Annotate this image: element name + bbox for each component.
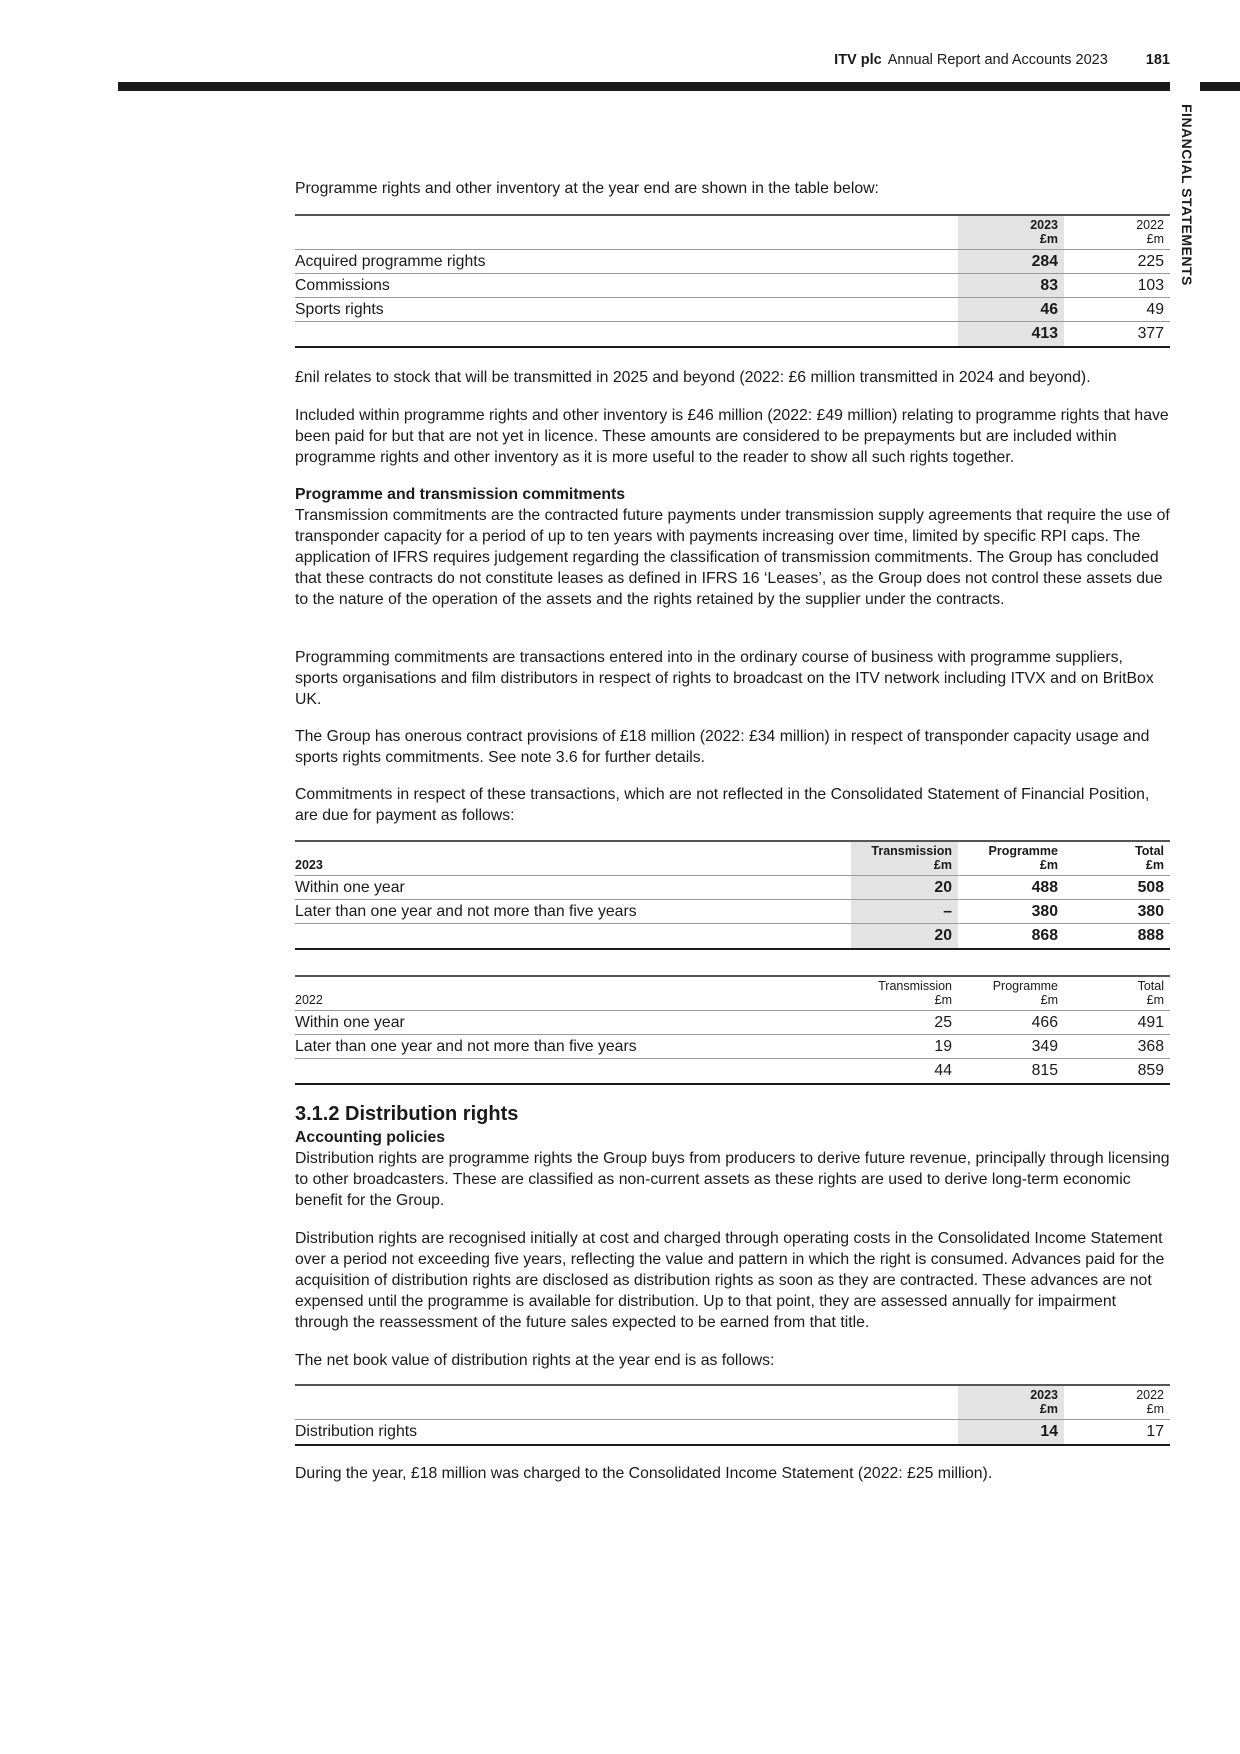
year-label: 2023 — [295, 841, 851, 876]
page-header — [118, 52, 1170, 74]
table-total-row: 44 815 859 — [295, 1059, 1170, 1085]
accounting-policies-heading: Accounting policies — [295, 1129, 446, 1146]
commitments-2023-table — [295, 840, 1170, 950]
section-side-label: FINANCIAL STATEMENTS — [1179, 104, 1195, 286]
table-row: Later than one year and not more than five years – 380 380 — [295, 900, 1170, 924]
page-number: 181 — [1145, 52, 1170, 68]
programming-paragraph: Programming commitments are transactions entered into in the ordinary course of business with programme suppliers, sports organisations and film distributors in respect of rights to broadcast on the ITV network including ITVX and on BritBox UK. — [295, 649, 1154, 708]
col-programme: Programme £m — [958, 976, 1064, 1011]
table-total-row: 20 868 888 — [295, 924, 1170, 950]
commitments-2022-table — [295, 975, 1170, 1085]
nbv-intro: The net book value of distribution rights at the year end is as follows: — [295, 1352, 775, 1369]
commitments-heading: Programme and transmission commitments — [295, 486, 626, 503]
inventory-intro: Programme rights and other inventory at the year end are shown in the table below: — [295, 180, 879, 197]
closing-paragraph: During the year, £18 million was charged to the Consolidated Income Statement (2022: £25 million). — [295, 1465, 993, 1482]
col-2023: 2023 £m — [958, 1385, 1064, 1420]
table-row: Within one year 20 488 508 — [295, 876, 1170, 900]
onerous-paragraph: The Group has onerous contract provisions of £18 million (2022: £34 million) in respect of transponder capacity usage and sports rights commitments. See note 3.6 for further details. — [295, 728, 1150, 766]
distribution-paragraph-1: Distribution rights are programme rights the Group buys from producers to derive future revenue, principally through licensing to other broadcasters. These are classified as non-current assets as these rights are used to derive long-term economic benefit for the Group. — [295, 1150, 1170, 1209]
table-row: Acquired programme rights 284 225 — [295, 250, 1170, 274]
distribution-rights-title: 3.1.2 Distribution rights — [295, 1103, 519, 1125]
col-transmission: Transmission £m — [851, 841, 958, 876]
col-2022: 2022 £m — [1064, 1385, 1170, 1420]
table-header-row — [295, 841, 1170, 876]
commitments-intro: Commitments in respect of these transactions, which are not reflected in the Consolidated Statement of Financial Position, are due for payment as follows: — [295, 786, 1150, 824]
brand-name: ITV plc — [834, 52, 882, 68]
nil-paragraph: £nil relates to stock that will be transmitted in 2025 and beyond (2022: £6 million transmitted in 2024 and beyond). — [295, 369, 1091, 386]
transmission-paragraph: Transmission commitments are the contracted future payments under transmission supply agreements that require the use of transponder capacity for a period of up to ten years with payments increasing over time, limited by specific RPI caps. The application of IFRS requires judgement regarding the classification of transmission commitments. The Group has concluded that these contracts do not constitute leases as defined in IFRS 16 ‘Leases’, as the Group does not control these assets due to the nature of the operation of the assets and the rights retained by the supplier under the contracts. — [295, 507, 1170, 608]
side-tab-rule — [1200, 82, 1240, 91]
col-transmission: Transmission £m — [851, 976, 958, 1011]
col-total: Total £m — [1064, 976, 1170, 1011]
table-total-row: 413 377 — [295, 322, 1170, 348]
header-rule — [118, 82, 1170, 91]
col-2022: 2022 £m — [1064, 215, 1170, 250]
distribution-paragraph-2: Distribution rights are recognised initially at cost and charged through operating costs in the Consolidated Income Statement over a period not exceeding five years, reflecting the value and pattern in which the right is consumed. Advances paid for the acquisition of distribution rights are disclosed as distribution rights as soon as they are contracted. These advances are not expensed until the programme is available for distribution. Up to that point, they are assessed annually for impairment through the reassessment of the future sales expected to be earned from that title. — [295, 1230, 1165, 1331]
table-row: Later than one year and not more than five years 19 349 368 — [295, 1035, 1170, 1059]
year-label: 2022 — [295, 976, 851, 1011]
col-2023: 2023 £m — [958, 215, 1064, 250]
table-row: Sports rights 46 49 — [295, 298, 1170, 322]
report-title: Annual Report and Accounts 2023 — [887, 52, 1108, 68]
included-paragraph: Included within programme rights and other inventory is £46 million (2022: £49 million) relating to programme rights that have been paid for but that are not yet in licence. These amounts are considered to be prepayments but are included within programme rights and other inventory as it is more useful to the reader to show all such rights together. — [295, 407, 1169, 466]
table-row: Within one year 25 466 491 — [295, 1011, 1170, 1035]
inventory-table — [295, 214, 1170, 348]
table-row: Distribution rights 14 17 — [295, 1420, 1170, 1446]
col-programme: Programme £m — [958, 841, 1064, 876]
table-header-row — [295, 1385, 1170, 1420]
table-row: Commissions 83 103 — [295, 274, 1170, 298]
col-total: Total £m — [1064, 841, 1170, 876]
table-header-row — [295, 215, 1170, 250]
distribution-rights-table — [295, 1384, 1170, 1446]
table-header-row — [295, 976, 1170, 1011]
